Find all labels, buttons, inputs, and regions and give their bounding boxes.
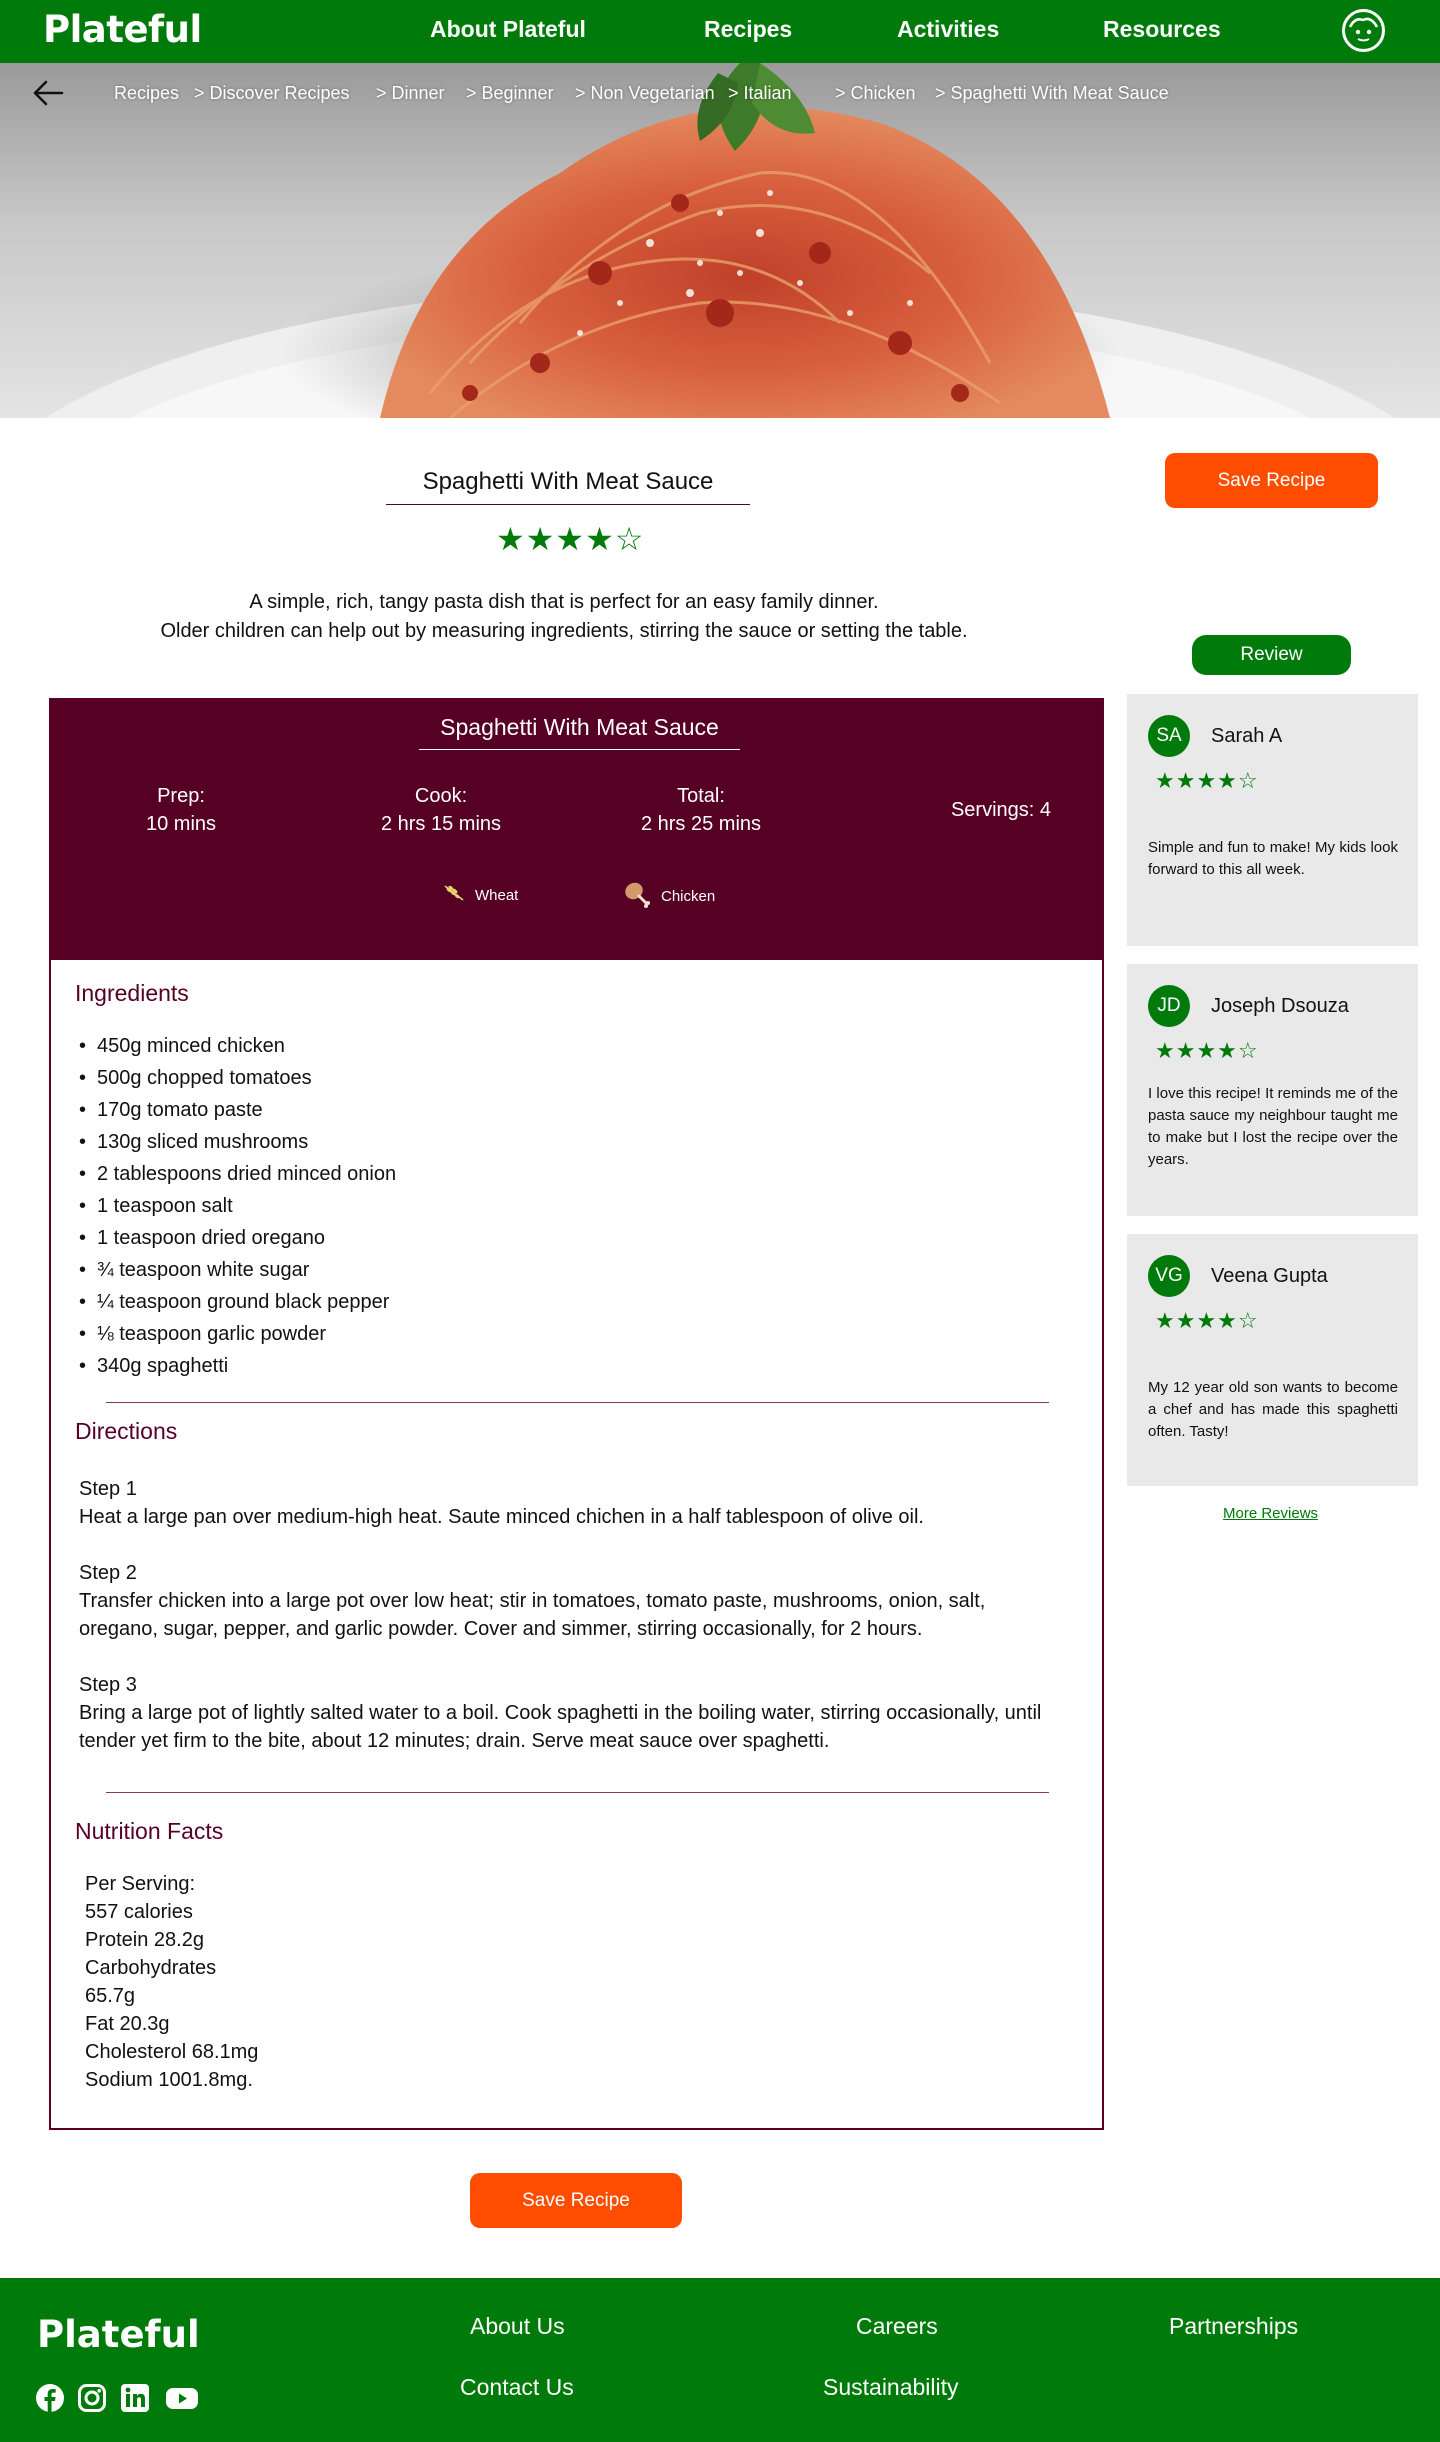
description-line-1: A simple, rich, tangy pasta dish that is perfect for an easy family dinner. xyxy=(249,591,879,613)
nutrition-facts xyxy=(85,1870,258,2094)
review-rating-stars: ★★★★☆ xyxy=(1155,768,1259,793)
ingredient-item: • 450g minced chicken xyxy=(75,1030,396,1062)
reviewer-name: Joseph Dsouza xyxy=(1211,995,1349,1017)
total-value: 2 hrs 25 mins xyxy=(640,813,762,835)
step-text: Bring a large pot of lightly salted water to a boil. Cook spaghetti in the boiling water, stirring occasionally, until tender yet firm to the bite, about 12 minutes; drain. Serve meat sauce over spaghetti. xyxy=(79,1702,1042,1752)
reviewer-name: Sarah A xyxy=(1211,725,1283,747)
breadcrumb-dinner[interactable]: > Dinner xyxy=(376,83,445,103)
ingredient-item: • 500g chopped tomatoes xyxy=(75,1062,396,1094)
servings: Servings: 4 xyxy=(950,799,1052,821)
nutrition-line: Fat 20.3g xyxy=(85,2013,170,2035)
reviewer-avatar: VG xyxy=(1148,1255,1190,1297)
ingredients-list xyxy=(75,1030,396,1382)
reviewer-avatar: JD xyxy=(1148,985,1190,1027)
footer xyxy=(0,2278,1440,2442)
nutrition-line: 65.7g xyxy=(85,1985,136,2007)
facebook-icon[interactable] xyxy=(35,2383,67,2415)
card-title: Spaghetti With Meat Sauce xyxy=(419,714,740,750)
ingredient-item: • ¼ teaspoon ground black pepper xyxy=(75,1286,396,1318)
step-label: Step 2 xyxy=(79,1562,137,1584)
save-recipe-button-top[interactable]: Save Recipe xyxy=(1165,453,1378,508)
tag-chicken xyxy=(623,880,715,912)
direction-step-2 xyxy=(79,1559,1059,1643)
review-card xyxy=(1127,694,1418,946)
total-label: Total: xyxy=(677,785,725,807)
ingredient-item: • 340g spaghetti xyxy=(75,1350,396,1382)
cook-label: Cook: xyxy=(414,785,468,807)
recipe-card-header xyxy=(51,700,1102,960)
linkedin-icon[interactable] xyxy=(120,2383,152,2415)
cook-value: 2 hrs 15 mins xyxy=(380,813,502,835)
section-divider xyxy=(106,1792,1049,1793)
nutrition-line: Per Serving: xyxy=(85,1873,196,1895)
footer-sustainability[interactable]: Sustainability xyxy=(823,2374,959,2400)
ingredient-item: • 1 teaspoon salt xyxy=(75,1190,396,1222)
reviewer-name: Veena Gupta xyxy=(1211,1265,1328,1287)
tag-wheat xyxy=(443,884,518,906)
review-card xyxy=(1127,1234,1418,1486)
prep-value: 10 mins xyxy=(145,813,217,835)
review-button[interactable]: Review xyxy=(1192,635,1351,675)
review-text: Simple and fun to make! My kids look forward to this all week. xyxy=(1148,839,1398,878)
step-label: Step 1 xyxy=(79,1478,137,1500)
reviewer-avatar: SA xyxy=(1148,715,1190,757)
hero-image xyxy=(0,63,1440,418)
more-reviews-link[interactable]: More Reviews xyxy=(1223,1505,1319,1522)
recipe-rating-stars: ★★★★☆ xyxy=(496,521,645,557)
chicken-leg-icon xyxy=(623,880,651,912)
breadcrumb-chicken[interactable]: > Chicken xyxy=(835,83,916,103)
tag-wheat-label: Wheat xyxy=(475,886,519,904)
breadcrumb-current: > Spaghetti With Meat Sauce xyxy=(935,83,1169,103)
review-rating-stars: ★★★★☆ xyxy=(1155,1308,1259,1333)
back-arrow-icon[interactable] xyxy=(32,79,66,107)
wheat-icon xyxy=(443,884,465,906)
user-avatar-icon[interactable] xyxy=(1342,9,1385,52)
review-card xyxy=(1127,964,1418,1216)
breadcrumb-beginner[interactable]: > Beginner xyxy=(466,83,554,103)
breadcrumb-italian[interactable]: > Italian xyxy=(728,83,792,103)
direction-step-3 xyxy=(79,1671,1059,1755)
nutrition-line: Sodium 1001.8mg. xyxy=(85,2069,253,2091)
recipe-description xyxy=(48,588,1080,646)
ingredient-item: • 2 tablespoons dried minced onion xyxy=(75,1158,396,1190)
breadcrumb-non-vegetarian[interactable]: > Non Vegetarian xyxy=(575,83,715,103)
footer-about-us[interactable]: About Us xyxy=(470,2313,565,2339)
save-recipe-button-bottom[interactable]: Save Recipe xyxy=(470,2173,682,2228)
step-label: Step 3 xyxy=(79,1674,137,1696)
total-time xyxy=(611,782,791,838)
ingredient-item: • 170g tomato paste xyxy=(75,1094,396,1126)
footer-careers[interactable]: Careers xyxy=(856,2313,938,2339)
ingredient-item: • ¾ teaspoon white sugar xyxy=(75,1254,396,1286)
recipe-card xyxy=(49,698,1104,2130)
direction-step-1 xyxy=(79,1475,1059,1531)
directions-heading: Directions xyxy=(75,1418,178,1444)
review-text: I love this recipe! It reminds me of the pasta sauce my neighbour taught me to make but I lost the recipe over the years. xyxy=(1148,1085,1398,1168)
site-logo[interactable]: Plateful xyxy=(43,8,202,51)
nutrition-line: Cholesterol 68.1mg xyxy=(85,2041,259,2063)
step-text: Heat a large pan over medium-high heat. Saute minced chichen in a half tablespoon of olive oil. xyxy=(79,1506,924,1528)
nav-recipes[interactable]: Recipes xyxy=(704,16,793,42)
prep-time xyxy=(111,782,251,838)
ingredient-item: • 130g sliced mushrooms xyxy=(75,1126,396,1158)
section-divider xyxy=(106,1402,1049,1403)
review-text: My 12 year old son wants to become a chef and has made this spaghetti often. Tasty! xyxy=(1148,1379,1398,1440)
nutrition-heading: Nutrition Facts xyxy=(75,1818,224,1844)
footer-contact-us[interactable]: Contact Us xyxy=(460,2374,574,2400)
instagram-icon[interactable] xyxy=(77,2383,109,2415)
nutrition-line: Carbohydrates xyxy=(85,1957,217,1979)
cook-time xyxy=(351,782,531,838)
tag-chicken-label: Chicken xyxy=(661,887,716,905)
review-rating-stars: ★★★★☆ xyxy=(1155,1038,1259,1063)
description-line-2: Older children can help out by measuring ingredients, stirring the sauce or setting the table. xyxy=(160,620,968,642)
breadcrumb-discover-recipes[interactable]: > Discover Recipes xyxy=(194,83,350,103)
top-nav xyxy=(0,0,1440,63)
recipe-title: Spaghetti With Meat Sauce xyxy=(386,468,750,505)
nav-resources[interactable]: Resources xyxy=(1103,16,1221,42)
step-text: Transfer chicken into a large pot over low heat; stir in tomatoes, tomato paste, mushrooms, onion, salt, oregano, sugar, pepper, and garlic powder. Cover and simmer, stirring occasionally, for 2 hours. xyxy=(79,1590,986,1640)
ingredient-item: • 1 teaspoon dried oregano xyxy=(75,1222,396,1254)
nutrition-line: 557 calories xyxy=(85,1901,193,1923)
ingredients-heading: Ingredients xyxy=(75,980,189,1006)
footer-partnerships[interactable]: Partnerships xyxy=(1169,2313,1299,2339)
nav-about-plateful[interactable]: About Plateful xyxy=(430,16,586,42)
ingredient-item: • ⅛ teaspoon garlic powder xyxy=(75,1318,396,1350)
prep-label: Prep: xyxy=(157,785,205,807)
nutrition-line: Protein 28.2g xyxy=(85,1929,204,1951)
footer-logo[interactable]: Plateful xyxy=(37,2313,200,2356)
breadcrumb-recipes[interactable]: Recipes xyxy=(114,83,180,103)
youtube-icon[interactable] xyxy=(165,2383,201,2415)
nav-activities[interactable]: Activities xyxy=(897,16,1000,42)
